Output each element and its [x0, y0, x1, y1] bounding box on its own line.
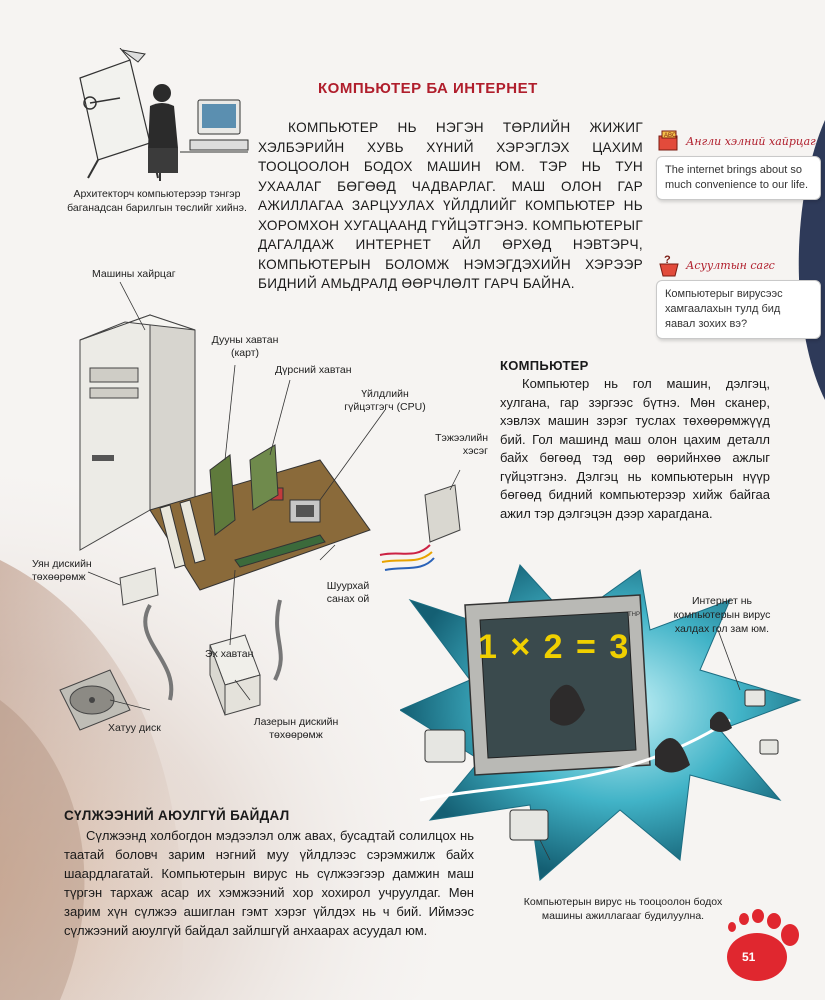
architect-caption: Архитекторч компьютерээр тэнгэр баганадсан барилгын төслийг хийнэ.	[67, 188, 247, 214]
page-title: КОМПЬЮТЕР БА ИНТЕРНЕТ	[318, 80, 538, 97]
question-box-heading: Асуултын сагс	[686, 258, 775, 272]
label-case: Машины хайрцаг	[92, 268, 176, 280]
abc-book-icon	[656, 128, 682, 154]
question-box-text: Компьютерыг вирусээс хамгаалахын тулд бид яавал зохих вэ?	[656, 280, 821, 339]
small-monitor-2	[510, 810, 548, 840]
label-ram: Шуурхай санах ой	[326, 580, 370, 605]
safety-section-body	[64, 826, 474, 940]
computer-section	[500, 358, 770, 523]
small-monitor-3	[745, 690, 765, 706]
label-sound-card: Дууны хавтан (карт)	[211, 334, 279, 359]
english-box	[656, 128, 821, 200]
question-basket-icon	[656, 252, 682, 278]
english-box-text: The internet brings about so much convenience to our life.	[656, 156, 821, 200]
english-box-heading: Англи хэлний хайрцаг	[686, 134, 816, 148]
computer-section-text: Компьютер нь гол машин, дэлгэц, хулгана, гар зэргээс бүтнэ. Мөн сканер, хэвлэх машин зэрэг туслах төхөөрөмжүүд бий. Гол машинд маш олон цахим деталл байх бөгөөд тэд өөр өөрийнхөө ажлыг гүйцэтгэнэ. Дэлгэц нь компьютерын нүүр бөгөөд бидний компьютерээр хийж байгаа ажил тэр дэлгэцэн дээр харагдана.	[500, 376, 770, 521]
virus-monitor	[465, 595, 650, 775]
footprint-icon	[712, 905, 812, 990]
svg-text:ABC: ABC	[664, 133, 677, 139]
label-video-card: Дүрсний хавтан	[275, 364, 352, 376]
label-floppy: Уян дискийн төхөөрөмж	[32, 558, 92, 583]
label-power: Тэжээлийн хэсэг	[435, 432, 488, 457]
label-hdd: Хатуу диск	[108, 722, 161, 734]
cd-rom-drive	[210, 635, 260, 715]
power-supply	[380, 485, 460, 570]
safety-section	[64, 808, 474, 940]
page-number: 51	[742, 950, 756, 964]
hard-disk	[60, 670, 130, 730]
svg-text:?: ?	[664, 254, 671, 266]
label-motherboard: Эх хавтан	[205, 648, 254, 660]
sound-card	[210, 455, 235, 535]
safety-section-heading: СҮЛЖЭЭНИЙ АЮУЛГҮЙ БАЙДАЛ	[64, 808, 290, 823]
virus-caption-bottom: Компьютерын вирус нь тооцоолон бодох машины ажиллагааг будилуулна.	[523, 896, 723, 922]
label-cpu: Үйлдлийн гүйцэтгэгч (CPU)	[344, 388, 426, 413]
virus-screen-equation: 1 × 2 = 3	[478, 628, 631, 666]
architect-illustration	[50, 48, 250, 183]
english-box-header	[656, 128, 821, 154]
intro-text: КОМПЬЮТЕР НЬ НЭГЭН ТӨРЛИЙН ЖИЖИГ ХЭЛБЭРИЙН ХУВЬ ХҮНИЙ ХЭРЭГЛЭХ ЦАХИМ ТООЦООЛОН БОДОХ МАШИН ЮМ. ТЭР НЬ ТУН УХААЛАГ БӨГӨӨД ЧАДВАРЛАГ. МАШ ОЛОН ГАР АЖИЛЛАГАА ЗАРЦУУЛАХ ҮЙЛДЛИЙГ КОМПЬЮТЕР НЬ ХОРОМХОН ХУГАЦААНД ГҮЙЦЭТГЭНЭ. КОМПЬЮТЕРЫГ ДАГАЛДАЖ ИНТЕРНЕТ АЙЛ ӨРХӨД НЭВТЭРЧ, КОМПЬЮТЕРЫН БОЛОМЖ НЭМЭГДЭХИЙН ХЭРЭЭР БИДНИЙ АМЬДРАЛД ӨӨРЧЛӨЛТ ГАРЧ БАЙНА.	[258, 120, 643, 291]
small-monitor-4	[760, 740, 778, 754]
virus-caption-top: Интернет нь компьютерын вирус халдах гол зам юм.	[673, 595, 771, 635]
computer-section-body	[500, 375, 770, 523]
small-monitor-1	[425, 730, 465, 762]
question-box	[656, 252, 821, 339]
label-cdrom: Лазерын дискийн төхөөрөмж	[253, 716, 339, 741]
virus-screen-brand: THP	[628, 612, 640, 618]
safety-section-text: Сүлжээнд холбогдон мэдээлэл олж авах, бусадтай солилцох нь таатай боловч зарим нэгний муу үйлдлээс сэрэмжилж байх шаардлагатай. Компьютерын вирус нь сүлжээгээр дамжин маш түргэн тархаж асар их хэмжээний хор хохирол учруулдаг. Мөн зарим хүн сүлжээ ашиглан гэмт хэрэг үйлдэх нь ч бий. Иймээс сүлжээний аюулгүй байдал зайлшгүй анхаарах асуудал юм.	[64, 828, 474, 938]
question-box-header	[656, 252, 821, 278]
computer-section-heading: КОМПЬЮТЕР	[500, 358, 589, 373]
